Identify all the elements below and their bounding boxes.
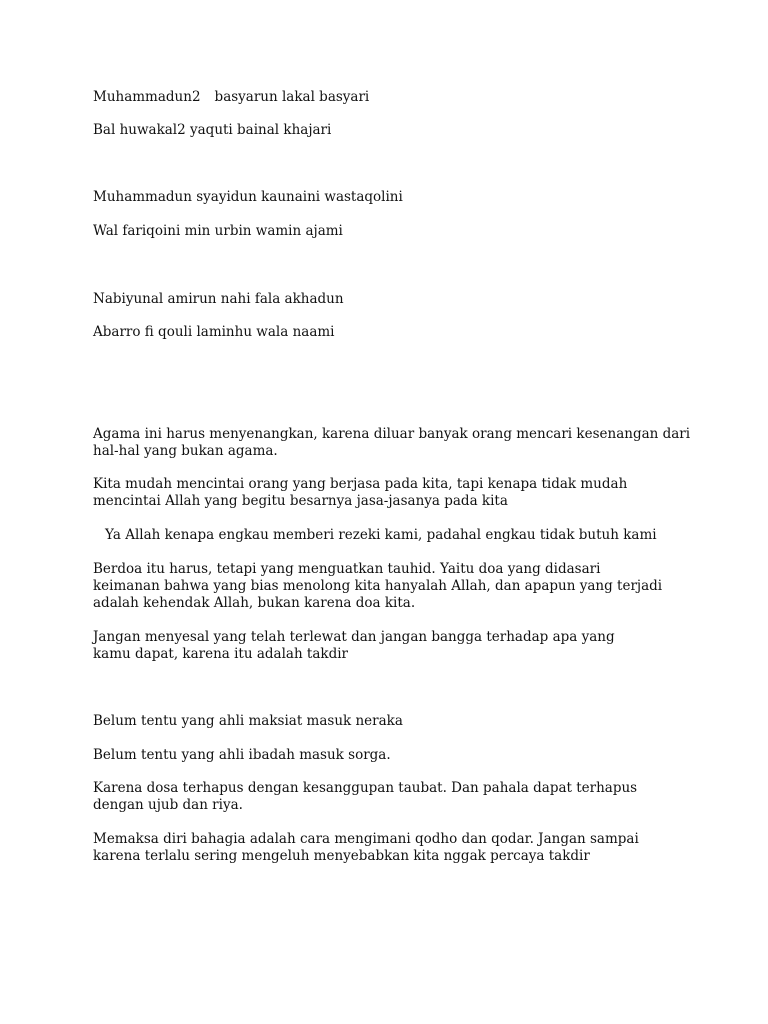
verse-3-line-2: Abarro fi qouli laminhu wala naami <box>93 324 335 340</box>
paragraph-8: Karena dosa terhapus dengan kesanggupan taubat. Dan pahala dapat terhapus dengan ujub dan riya. <box>93 780 638 813</box>
paragraph-3: Ya Allah kenapa engkau memberi rezeki kami, padahal engkau tidak butuh kami <box>105 527 657 543</box>
paragraph-9: Memaksa diri bahagia adalah cara mengimani qodho dan qodar. Jangan sampai karena terlalu sering mengeluh menyebabkan kita nggak percaya takdir <box>93 831 639 864</box>
paragraph-7: Belum tentu yang ahli ibadah masuk sorga. <box>93 747 391 763</box>
verse-1-line-1 <box>93 89 369 106</box>
paragraph-5: Jangan menyesal yang telah terlewat dan jangan bangga terhadap apa yang kamu dapat, karena itu adalah takdir <box>93 629 615 662</box>
verse-3-line-1: Nabiyunal amirun nahi fala akhadun <box>93 291 344 307</box>
verse-2-line-1: Muhammadun syayidun kaunaini wastaqolini <box>93 189 403 205</box>
verse-1-line-2: Bal huwakal2 yaquti bainal khajari <box>93 122 332 138</box>
paragraph-4: Berdoa itu harus, tetapi yang menguatkan tauhid. Yaitu doa yang didasari keimanan bahwa yang bias menolong kita hanyalah Allah, dan apapun yang terjadi adalah kehendak Allah, bukan karena doa kita. <box>93 561 663 611</box>
paragraph-1: Agama ini harus menyenangkan, karena diluar banyak orang mencari kesenangan dari hal-hal yang bukan agama. <box>93 426 691 459</box>
verse-1-line-1-left: Muhammadun2 <box>93 89 201 105</box>
paragraph-6: Belum tentu yang ahli maksiat masuk neraka <box>93 713 403 729</box>
verse-1-line-1-right: basyarun lakal basyari <box>214 89 370 105</box>
verse-2-line-2: Wal fariqoini min urbin wamin ajami <box>93 223 343 239</box>
paragraph-2: Kita mudah mencintai orang yang berjasa pada kita, tapi kenapa tidak mudah mencintai Allah yang begitu besarnya jasa-jasanya pada kita <box>93 476 628 509</box>
